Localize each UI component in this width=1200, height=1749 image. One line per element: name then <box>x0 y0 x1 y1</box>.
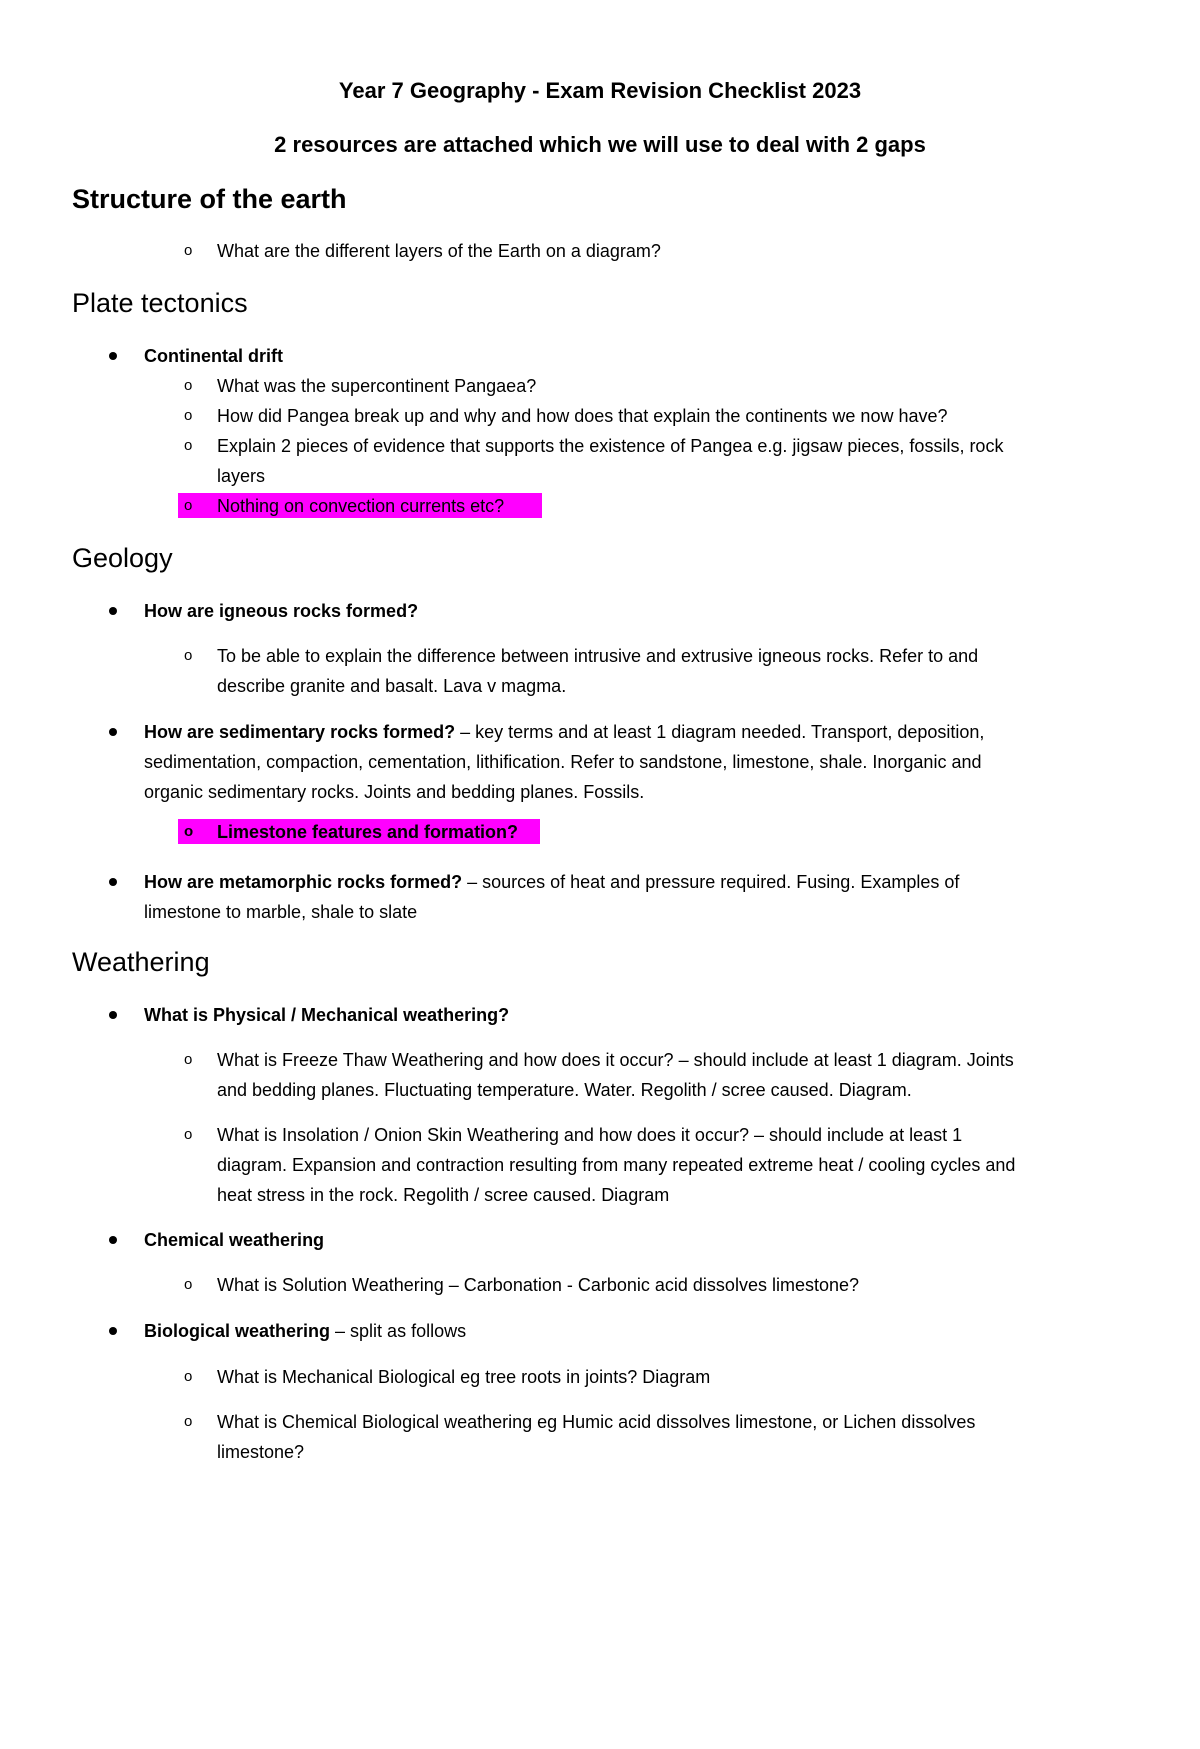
bullet-dot <box>109 1327 117 1335</box>
topic-sedimentary-line2: sedimentation, compaction, cementation, lithification. Refer to sandstone, limestone, shale. Inorganic and <box>144 752 982 772</box>
topic-physical-weathering: What is Physical / Mechanical weathering? <box>144 1005 510 1025</box>
list-item: To be able to explain the difference between intrusive and extrusive igneous rocks. Refer to and <box>217 646 979 666</box>
topic-continental-drift: Continental drift <box>144 346 283 366</box>
topic-metamorphic-label: How are metamorphic rocks formed? <box>144 872 463 892</box>
gap-item-limestone: Limestone features and formation? <box>217 822 519 842</box>
topic-biological-label: Biological weathering <box>144 1321 331 1341</box>
list-item-continuation: limestone? <box>217 1442 305 1462</box>
topic-igneous: How are igneous rocks formed? <box>144 601 419 621</box>
list-marker: o <box>184 1051 193 1068</box>
section-heading-geology: Geology <box>72 543 173 573</box>
list-item: What is Mechanical Biological eg tree roots in joints? Diagram <box>217 1367 711 1387</box>
document-subtitle: 2 resources are attached which we will use to deal with 2 gaps <box>274 132 926 157</box>
list-marker: o <box>184 1276 193 1293</box>
list-item: What is Solution Weathering – Carbonation - Carbonic acid dissolves limestone? <box>217 1275 859 1295</box>
bullet-dot <box>109 878 117 886</box>
list-marker: o <box>184 1413 193 1430</box>
list-item: Explain 2 pieces of evidence that supports the existence of Pangea e.g. jigsaw pieces, fossils, rock <box>217 436 1004 456</box>
bullet-dot <box>109 728 117 736</box>
list-marker: o <box>184 647 193 664</box>
bullet-dot <box>109 352 117 360</box>
gap-item-convection: Nothing on convection currents etc? <box>217 496 505 516</box>
list-item: What is Freeze Thaw Weathering and how does it occur? – should include at least 1 diagram. Joints <box>217 1050 1014 1070</box>
list-marker: o <box>184 242 193 259</box>
list-marker: o <box>184 407 193 424</box>
list-item-continuation: heat stress in the rock. Regolith / scree caused. Diagram <box>217 1185 670 1205</box>
list-item-continuation: and bedding planes. Fluctuating temperature. Water. Regolith / scree caused. Diagram. <box>217 1080 912 1100</box>
topic-metamorphic-line2: limestone to marble, shale to slate <box>144 902 418 922</box>
section-heading-weathering: Weathering <box>72 947 210 977</box>
list-marker: o <box>184 377 193 394</box>
bullet-dot <box>109 607 117 615</box>
list-item: How did Pangea break up and why and how does that explain the continents we now have? <box>217 406 948 426</box>
list-marker: o <box>184 497 193 514</box>
list-item: What are the different layers of the Earth on a diagram? <box>217 241 661 261</box>
list-item-continuation: describe granite and basalt. Lava v magma. <box>217 676 567 696</box>
list-marker: o <box>184 1126 193 1143</box>
list-item-continuation: diagram. Expansion and contraction resulting from many repeated extreme heat / cooling cycles and <box>217 1155 1016 1175</box>
topic-sedimentary <box>144 721 984 743</box>
list-marker: o <box>184 437 193 454</box>
list-item: What is Chemical Biological weathering eg Humic acid dissolves limestone, or Lichen dissolves <box>217 1412 976 1432</box>
topic-sedimentary-text: – key terms and at least 1 diagram needed. Transport, deposition, <box>455 722 985 742</box>
topic-biological-weathering <box>144 1320 466 1342</box>
bullet-dot <box>109 1236 117 1244</box>
topic-metamorphic <box>144 871 959 893</box>
topic-sedimentary-label: How are sedimentary rocks formed? <box>144 722 456 742</box>
section-heading-plate-tectonics: Plate tectonics <box>72 288 248 318</box>
list-item: What was the supercontinent Pangaea? <box>217 376 537 396</box>
topic-biological-text: – split as follows <box>330 1321 467 1341</box>
topic-chemical-weathering: Chemical weathering <box>144 1230 325 1250</box>
list-item: What is Insolation / Onion Skin Weathering and how does it occur? – should include at least 1 <box>217 1125 963 1145</box>
topic-sedimentary-line3: organic sedimentary rocks. Joints and bedding planes. Fossils. <box>144 782 645 802</box>
bullet-dot <box>109 1011 117 1019</box>
list-marker: o <box>184 823 194 840</box>
document-title: Year 7 Geography - Exam Revision Checklist 2023 <box>338 78 862 103</box>
section-heading-structure: Structure of the earth <box>72 184 347 214</box>
list-item-continuation: layers <box>217 466 266 486</box>
list-marker: o <box>184 1368 193 1385</box>
topic-metamorphic-text: – sources of heat and pressure required. Fusing. Examples of <box>462 872 960 892</box>
